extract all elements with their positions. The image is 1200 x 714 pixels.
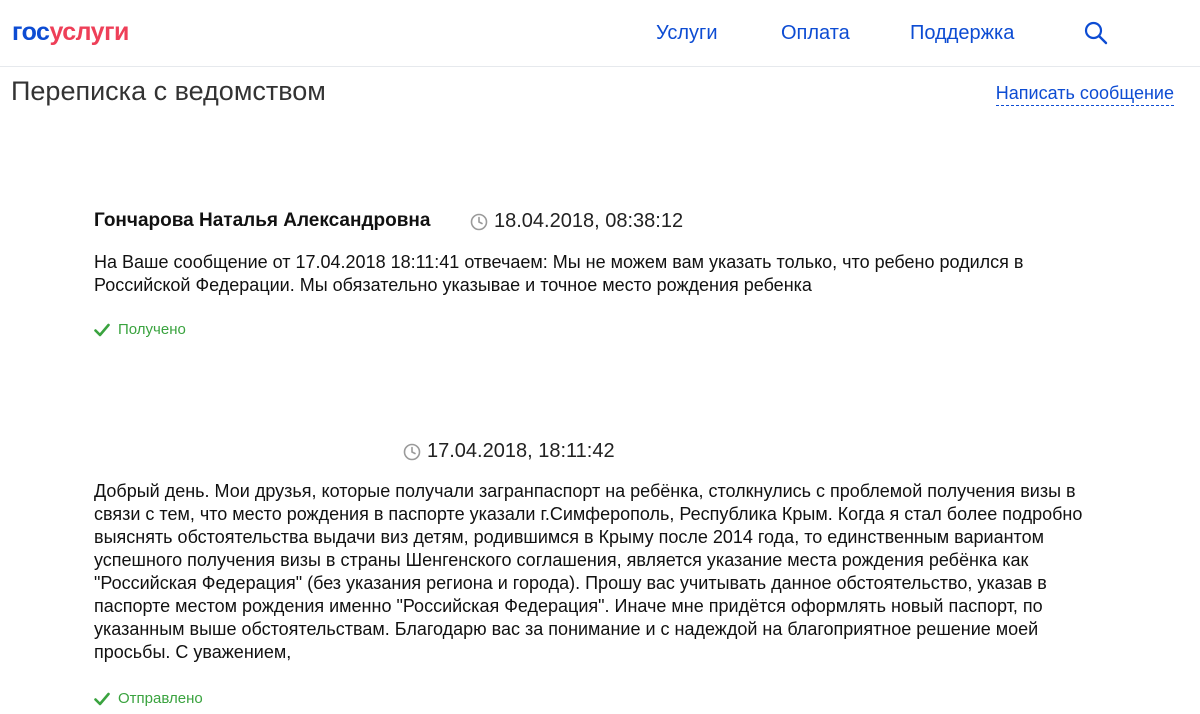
status-label: Отправлено	[118, 690, 203, 707]
message-timestamp: 17.04.2018, 18:11:42	[427, 440, 615, 462]
clock-icon	[403, 443, 421, 461]
status-label: Получено	[118, 321, 186, 338]
nav-payment-link[interactable]: Оплата	[781, 22, 850, 44]
nav-services-link[interactable]: Услуги	[656, 22, 718, 44]
message-item	[94, 206, 1114, 341]
message-body: На Ваше сообщение от 17.04.2018 18:11:41 отвечаем: Мы не можем вам указать только, что ребено родился в Российской Федерации. Мы обязательно указывае и точное место рождения ребенка	[94, 252, 1024, 295]
clock-icon	[470, 213, 488, 231]
top-header	[0, 0, 1200, 67]
checkmark-icon	[94, 323, 110, 337]
page-title: Переписка с ведомством	[11, 76, 326, 106]
gosuslugi-logo[interactable]	[12, 17, 129, 47]
write-message-link[interactable]: Написать сообщение	[996, 81, 1174, 106]
nav-support-link[interactable]: Поддержка	[910, 22, 1015, 44]
message-status	[94, 688, 1114, 710]
message-header	[94, 206, 1114, 236]
logo-part-uslugi: услуги	[49, 18, 129, 46]
message-header	[94, 436, 1114, 466]
message-item	[94, 436, 1114, 710]
search-icon[interactable]	[1083, 20, 1109, 46]
message-author: Гончарова Наталья Александровна	[94, 210, 431, 231]
message-status	[94, 319, 1114, 341]
message-timestamp: 18.04.2018, 08:38:12	[494, 210, 684, 232]
logo-part-gos: гос	[12, 18, 50, 46]
checkmark-icon	[94, 692, 110, 706]
message-body: Добрый день. Мои друзья, которые получали загранпаспорт на ребёнка, столкнулись с проблемой получения визы в связи с тем, что место рождения в паспорте указали г.Симферополь, Республика Крым. Когда я стал более подробно выяснять обстоятельства выдачи виз детям, родившимся в Крыму после 2014 года, то единственным вариантом успешного получения визы в страны Шенгенского соглашения, является указание места рождения ребёнка как "Российская Федерация" (без указания региона и города). Прошу вас учитывать данное обстоятельство, указав в паспорте местом рождения именно "Российская Федерация". Иначе мне придётся оформлять новый паспорт, по указанным выше обстоятельствам. Благодарю вас за понимание и с надеждой на благоприятное решение моей просьбы. С уважением,	[94, 481, 1083, 662]
